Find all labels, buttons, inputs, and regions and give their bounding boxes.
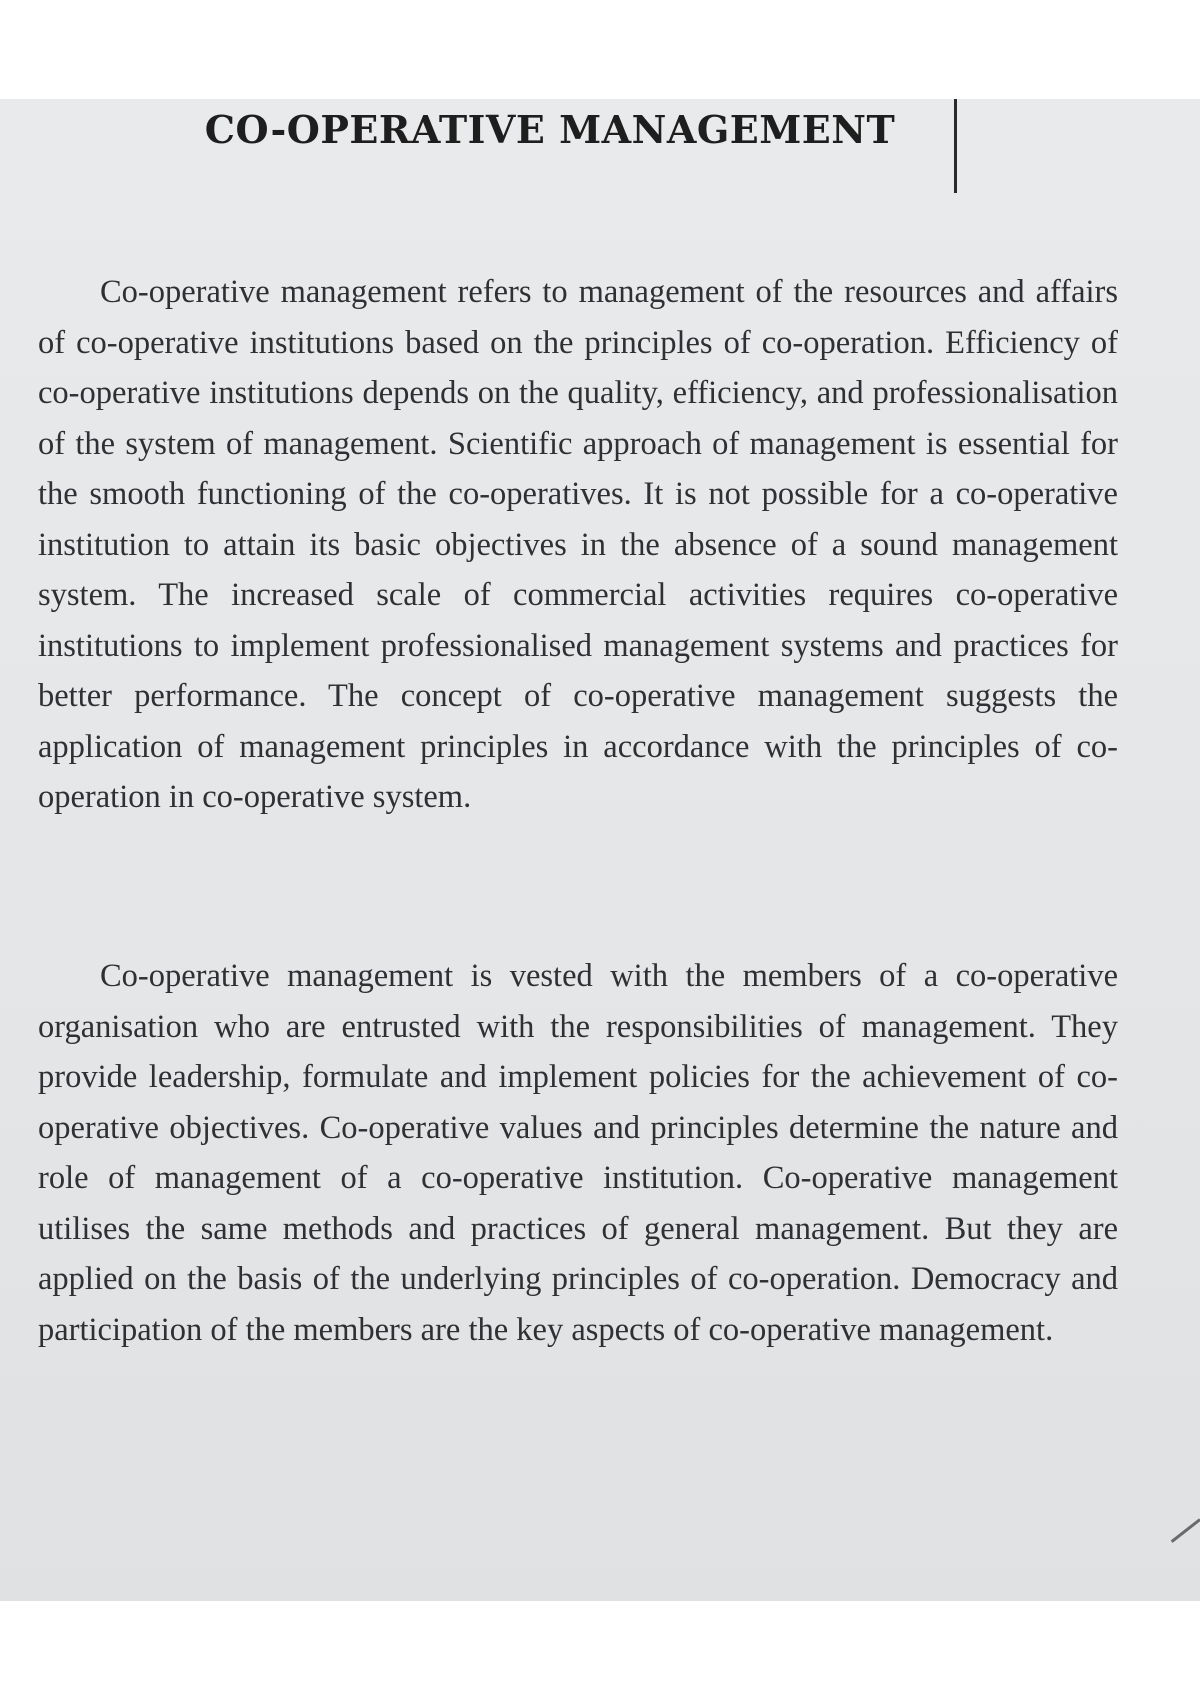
page-corner-mark	[1171, 1518, 1200, 1543]
page-title: CO-OPERATIVE MANAGEMENT	[204, 107, 896, 152]
paragraph-2: Co-operative management is vested with the members of a co-operative organisation who are entrusted with the responsibilities of management. They provide leadership, formulate and implement policies for the achievement of co-operative objectives. Co-operative values and principles determine the nature and role of management of a co-operative institution. Co-operative management utilises the same methods and practices of general management. But they are applied on the basis of the underlying principles of co-operation. Democracy and participation of the members are the key aspects of co-operative management.	[38, 958, 1118, 1348]
document-page	[0, 99, 1200, 1601]
paragraph-1: Co-operative management refers to management of the resources and affairs of co-operative institutions based on the principles of co-operation. Efficiency of co-operative institutions depends on the quality, efficiency, and professionalisation of the system of management. Scientific approach of management is essential for the smooth functioning of the co-operatives. It is not possible for a co-operative institution to attain its basic objectives in the absence of a sound management system. The increased scale of commercial activities requires co-operative institutions to implement professionalised management systems and practices for better performance. The concept of co-operative management suggests the application of management principles in accordance with the principles of co-operation in co-operative system.	[38, 274, 1118, 815]
